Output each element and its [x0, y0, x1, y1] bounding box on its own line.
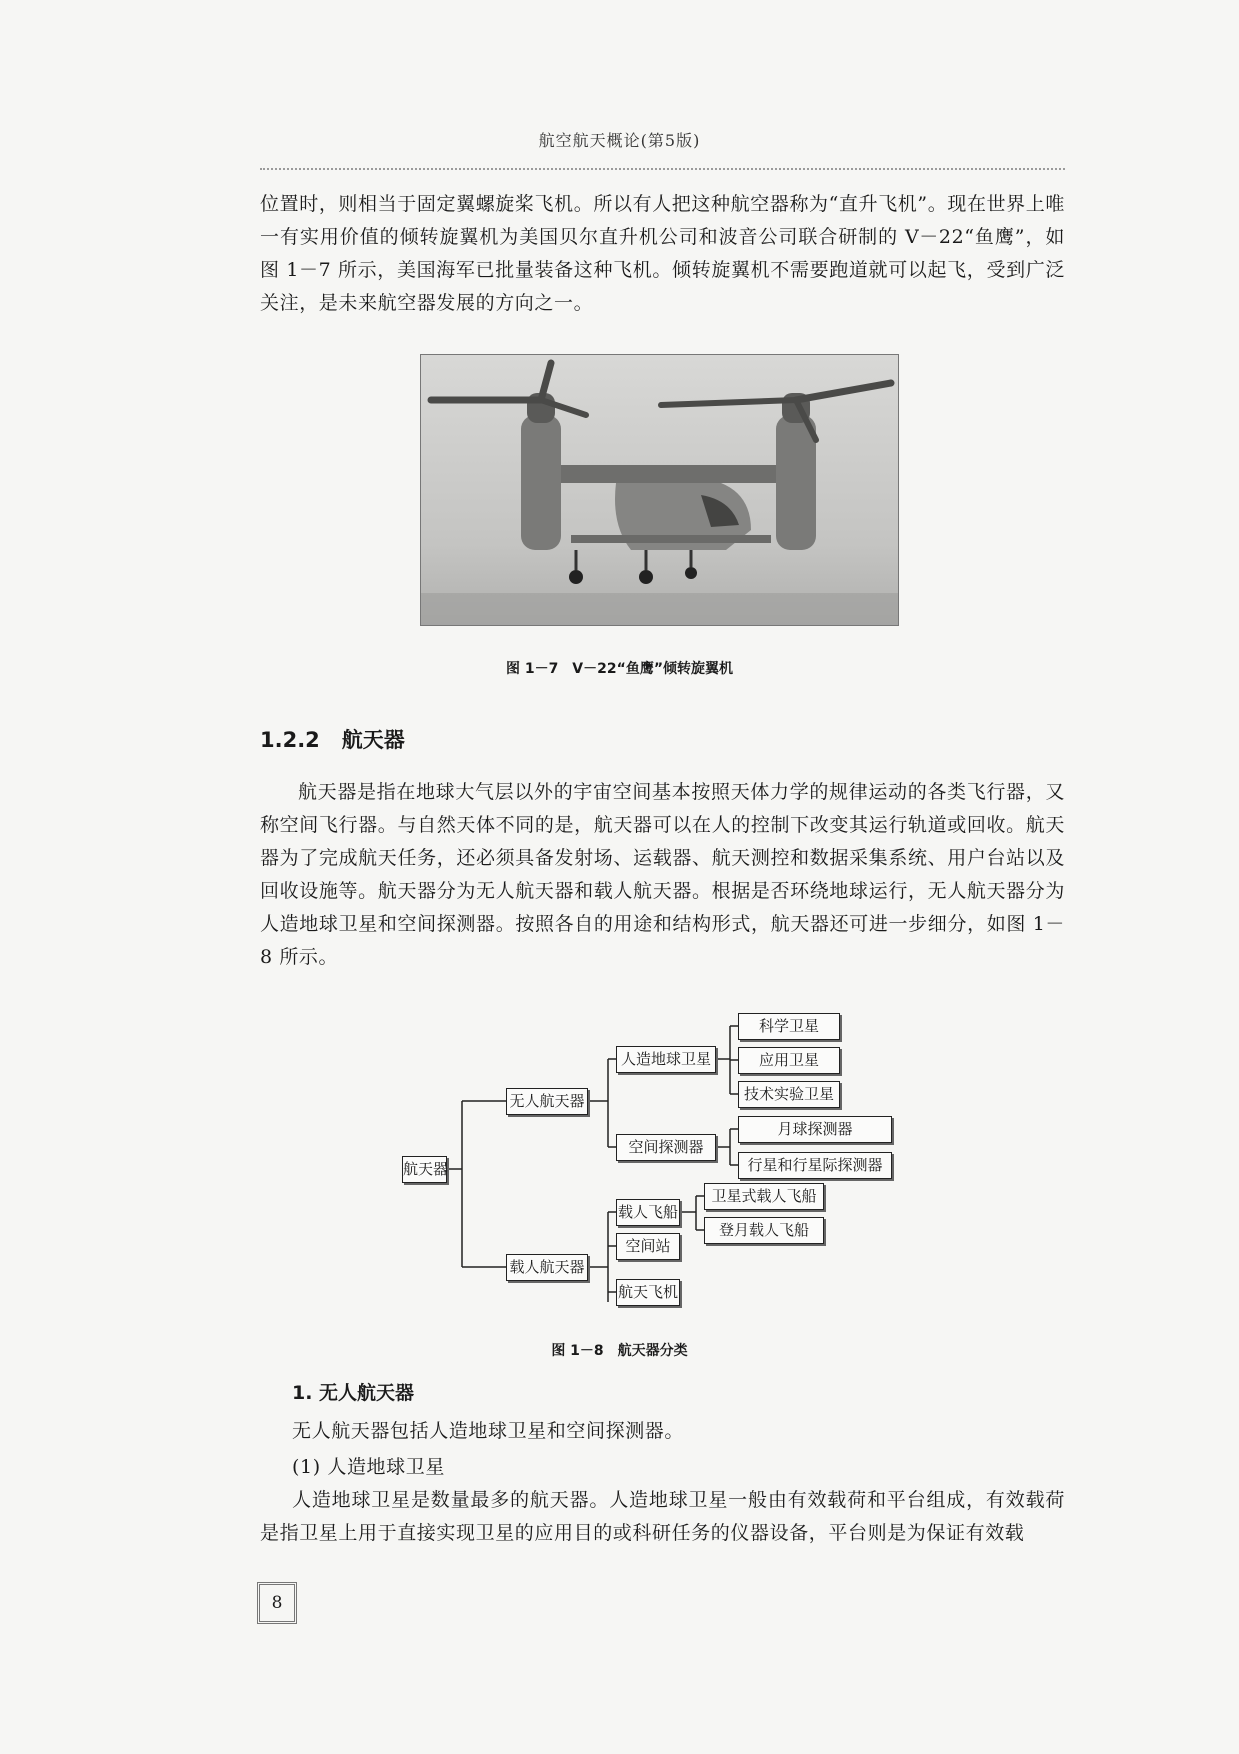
node-spacecraft: 航天器	[402, 1156, 447, 1183]
node-space-probe: 空间探测器	[616, 1134, 716, 1161]
spacecraft-paragraph: 航天器是指在地球大气层以外的宇宙空间基本按照天体力学的规律运动的各类飞行器，又称空间飞行器。与自然天体不同的是，航天器可以在人的控制下改变其运行轨道或回收。航天器为了完成航天任务，还必须具备发射场、运载器、航天测控和数据采集系统、用户台站以及回收设施等。航天器分为无人航天器和载人航天器。根据是否环绕地球运行，无人航天器分为人造地球卫星和空间探测器。按照各自的用途和结构形式，航天器还可进一步细分，如图 1－8 所示。	[260, 781, 1065, 968]
node-manned-spaceship: 载人飞船	[616, 1199, 680, 1226]
node-satellite-type-spaceship: 卫星式载人飞船	[704, 1183, 824, 1210]
node-unmanned-spacecraft: 无人航天器	[506, 1088, 588, 1115]
node-science-satellite: 科学卫星	[738, 1013, 840, 1040]
node-space-shuttle: 航天飞机	[616, 1279, 680, 1306]
node-application-satellite: 应用卫星	[738, 1047, 840, 1074]
node-planetary-probe: 行星和行星际探测器	[738, 1152, 892, 1179]
node-lunar-landing-spaceship: 登月载人飞船	[704, 1217, 824, 1244]
subsection-item: (1) 人造地球卫星	[292, 1456, 445, 1478]
node-manned-spacecraft: 载人航天器	[506, 1254, 588, 1281]
figure-1-7-caption: 图 1－7 V－22“鱼鹰”倾转旋翼机	[505, 661, 734, 677]
subsection-heading: 1. 无人航天器	[292, 1382, 415, 1404]
node-tech-test-satellite: 技术实验卫星	[738, 1081, 840, 1108]
running-header: 航空航天概论(第5版)	[538, 131, 701, 150]
osprey-illustration	[421, 355, 898, 625]
page-number: 8	[257, 1582, 297, 1624]
figure-1-8-caption: 图 1－8 航天器分类	[551, 1343, 688, 1359]
node-space-station: 空间站	[616, 1233, 680, 1260]
intro-paragraph: 位置时，则相当于固定翼螺旋桨飞机。所以有人把这种航空器称为“直升飞机”。现在世界上唯一有实用价值的倾转旋翼机为美国贝尔直升机公司和波音公司联合研制的 V－22“鱼鹰”，如图 1－7 所示，美国海军已批量装备这种飞机。倾转旋翼机不需要跑道就可以起飞，受到广泛关注，是未来航空器发展的方向之一。	[260, 193, 1065, 314]
section-title: 航天器	[341, 728, 405, 752]
section-heading	[260, 724, 405, 754]
node-earth-satellite: 人造地球卫星	[616, 1046, 716, 1073]
subsection-line: 无人航天器包括人造地球卫星和空间探测器。	[292, 1420, 685, 1442]
satellite-paragraph: 人造地球卫星是数量最多的航天器。人造地球卫星一般由有效载荷和平台组成，有效载荷是指卫星上用于直接实现卫星的应用目的或科研任务的仪器设备，平台则是为保证有效载	[260, 1489, 1065, 1544]
node-lunar-probe: 月球探测器	[738, 1116, 892, 1143]
section-number: 1.2.2	[260, 728, 320, 752]
header-divider	[260, 168, 1065, 170]
spacecraft-classification-diagram	[400, 1005, 920, 1305]
v22-osprey-photo	[420, 354, 899, 626]
